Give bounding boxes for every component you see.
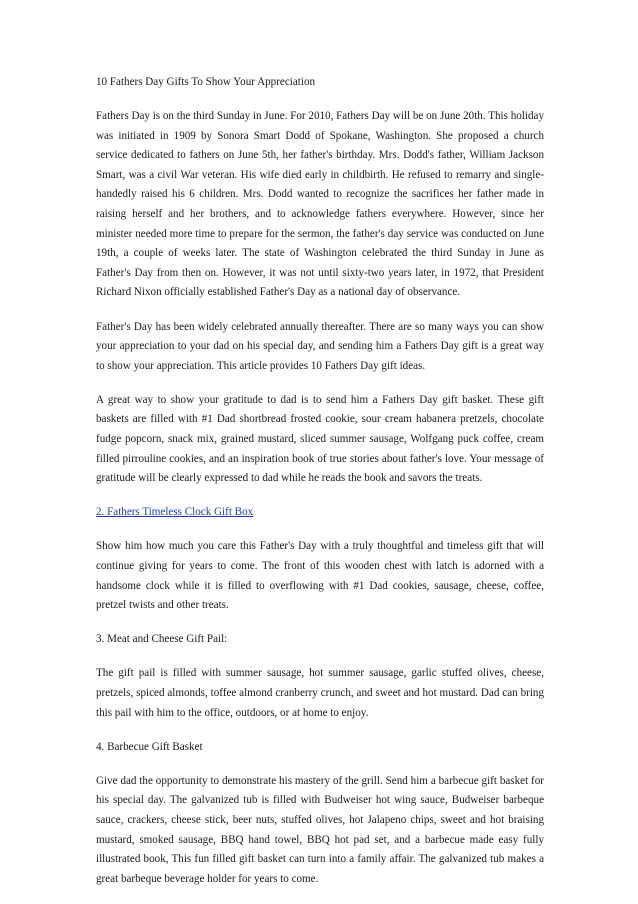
section-body-meat-cheese-pail: The gift pail is filled with summer sausage, hot summer sausage, garlic stuffed olives, cheese, pretzels, spiced almonds, toffee almond cranberry crunch, and sweet and hot mustard. Dad can bring this pail with him to the office, outdoors, or at home to enjoy. [96,667,544,719]
intro-paragraph-history: Fathers Day is on the third Sunday in June. For 2010, Fathers Day will be on June 20th. This holiday was initiated in 1909 by Sonora Smart Dodd of Spokane, Washington. She proposed a church service dedicated to fathers on June 5th, her father's birthday. Mrs. Dodd's father, William Jackson Smart, was a civil War veteran. His wife died early in childbirth. He refused to remarry and single-handedly raised his 6 children. Mrs. Dodd wanted to recognize the sacrifices her father made in raising herself and her brothers, and to acknowledge fathers everywhere. However, since her minister needed more time to prepare for the sermon, the father's day service was conducted on June 19th, a couple of weeks later. The state of Washington celebrated the third Sunday in June as Father's Day from then on. However, it was not until sixty-two years later, in 1972, that President Richard Nixon officially established Father's Day as a national day of observance. [96,110,544,299]
section-heading-meat-cheese-pail: 3. Meat and Cheese Gift Pail: [96,633,228,646]
section-heading-clock-gift-box [96,503,544,523]
section-body-clock-gift-box: Show him how much you care this Father's Day with a truly thoughtful and timeless gift that will continue giving for years to come. The front of this wooden chest with latch is adorned with a handsome clock while it is filled to overflowing with #1 Dad cookies, sausage, cheese, coffee, pretzel twists and other treats. [96,540,544,612]
clock-gift-box-link[interactable]: 2. Fathers Timeless Clock Gift Box [96,506,254,519]
document-page [96,73,544,904]
document-title: 10 Fathers Day Gifts To Show Your Appreciation [96,76,316,88]
section-body-barbecue-basket: Give dad the opportunity to demonstrate his mastery of the grill. Send him a barbecue gift basket for his special day. The galvanized tub is filled with Budweiser hot wing sauce, Budweiser barbeque sauce, crackers, cheese stick, beer nuts, stuffed olives, hot Jalapeno chips, sweet and hot braising mustard, smoked sausage, BBQ hand towel, BBQ hot pad set, and a barbecue made easy fully illustrated book, This fun filled gift basket can turn into a family affair. The galvanized tub makes a great barbeque beverage holder for years to come. [96,774,544,885]
section-heading-barbecue-basket: 4. Barbecue Gift Basket [96,740,203,753]
intro-paragraph-celebration: Father's Day has been widely celebrated annually thereafter. There are so many ways you can show your appreciation to your dad on his special day, and sending him a Fathers Day gift is a great way to show your appreciation. This article provides 10 Fathers Day gift ideas. [96,320,544,372]
intro-paragraph-gift-basket: A great way to show your gratitude to dad is to send him a Fathers Day gift basket. These gift baskets are filled with #1 Dad shortbread frosted cookie, sour cream habanera pretzels, chocolate fudge popcorn, snack mix, grained mustard, sliced summer sausage, Wolfgang puck coffee, cream filled pirrouline cookies, and an inspiration book of true stories about father's love. Your message of gratitude will be clearly expressed to dad while he reads the book and savors the treats. [96,393,544,485]
